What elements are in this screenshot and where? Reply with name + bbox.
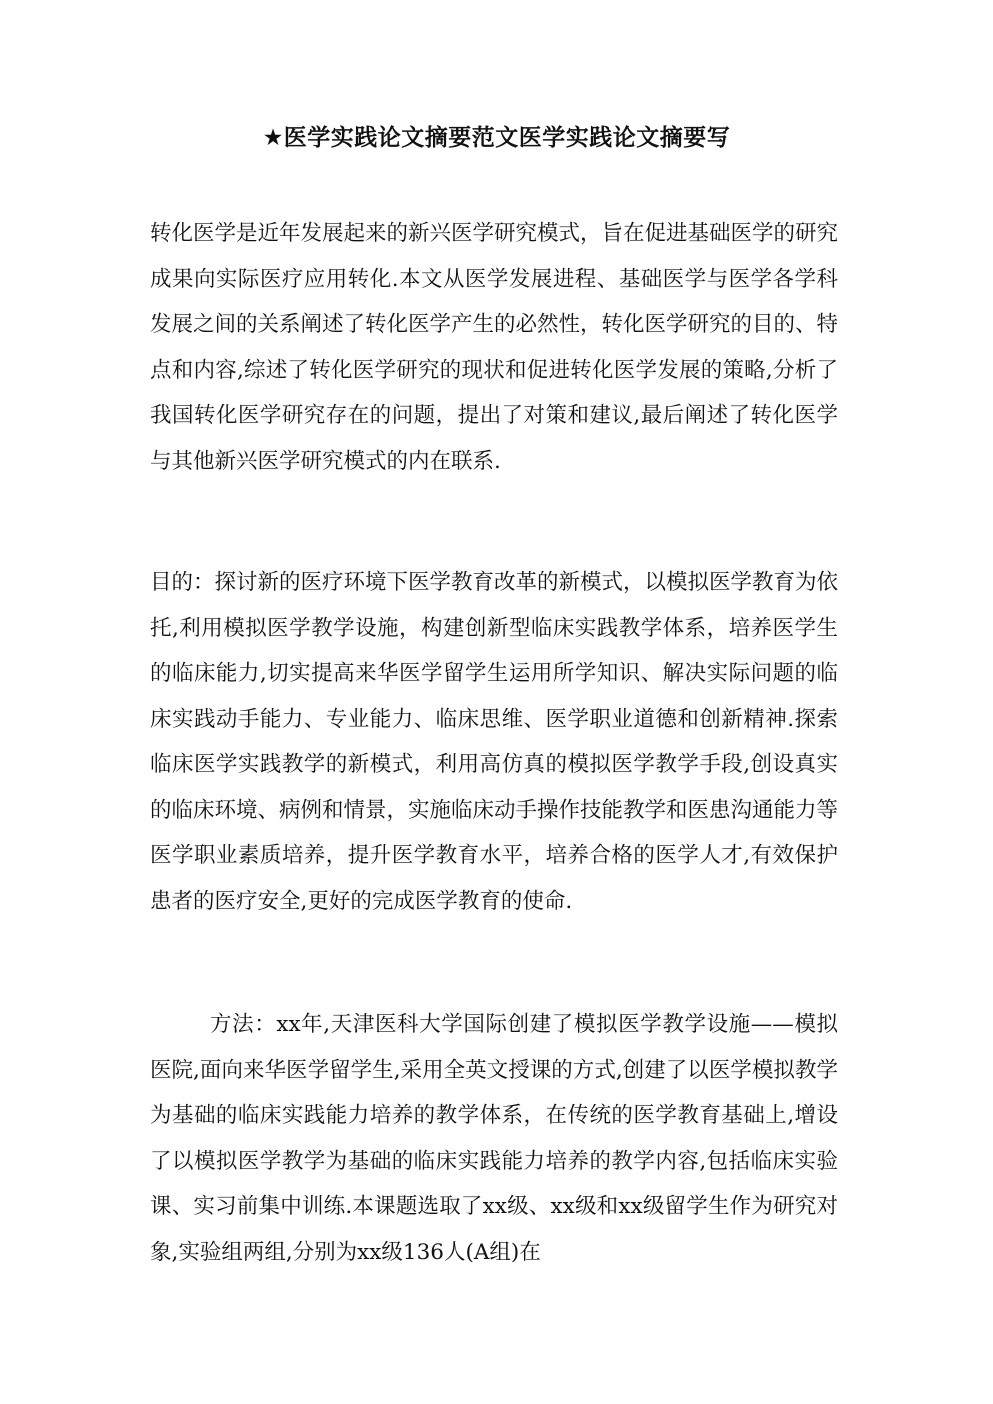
abstract-paragraph-1: 转化医学是近年发展起来的新兴医学研究模式，旨在促进基础医学的研究成果向实际医疗应用转化.本文从医学发展进程、基础医学与医学各学科发展之间的关系阐述了转化医学产生的必然性，转化医学研究的目的、特点和内容,综述了转化医学研究的现状和促进转化医学发展的策略,分析了我国转化医学研究存在的问题，提出了对策和建议,最后阐述了转化医学与其他新兴医学研究模式的内在联系. [150,221,839,474]
abstract-paragraph-3: 方法：xx年,天津医科大学国际创建了模拟医学教学设施——模拟医院,面向来华医学留学生,采用全英文授课的方式,创建了以医学模拟教学为基础的临床实践能力培养的教学体系，在传统的医学教育基础上,增设了以模拟医学教学为基础的临床实践能力培养的教学内容,包括临床实验课、实习前集中训练.本课题选取了xx级、xx级和xx级留学生作为研究对象,实验组两组,分别为xx级136人(A组)在 [150,1012,838,1265]
document-title: ★医学实践论文摘要范文医学实践论文摘要写 [262,125,731,151]
abstract-paragraph-2: 目的：探讨新的医疗环境下医学教育改革的新模式，以模拟医学教育为依托,利用模拟医学教学设施，构建创新型临床实践教学体系，培养医学生的临床能力,切实提高来华医学留学生运用所学知识、解决实际问题的临床实践动手能力、专业能力、临床思维、医学职业道德和创新精神.探索临床医学实践教学的新模式，利用高仿真的模拟医学教学手段,创设真实的临床环境、病例和情景，实施临床动手操作技能教学和医患沟通能力等医学职业素质培养，提升医学教育水平，培养合格的医学人才,有效保护患者的医疗安全,更好的完成医学教育的使命. [150,570,839,914]
